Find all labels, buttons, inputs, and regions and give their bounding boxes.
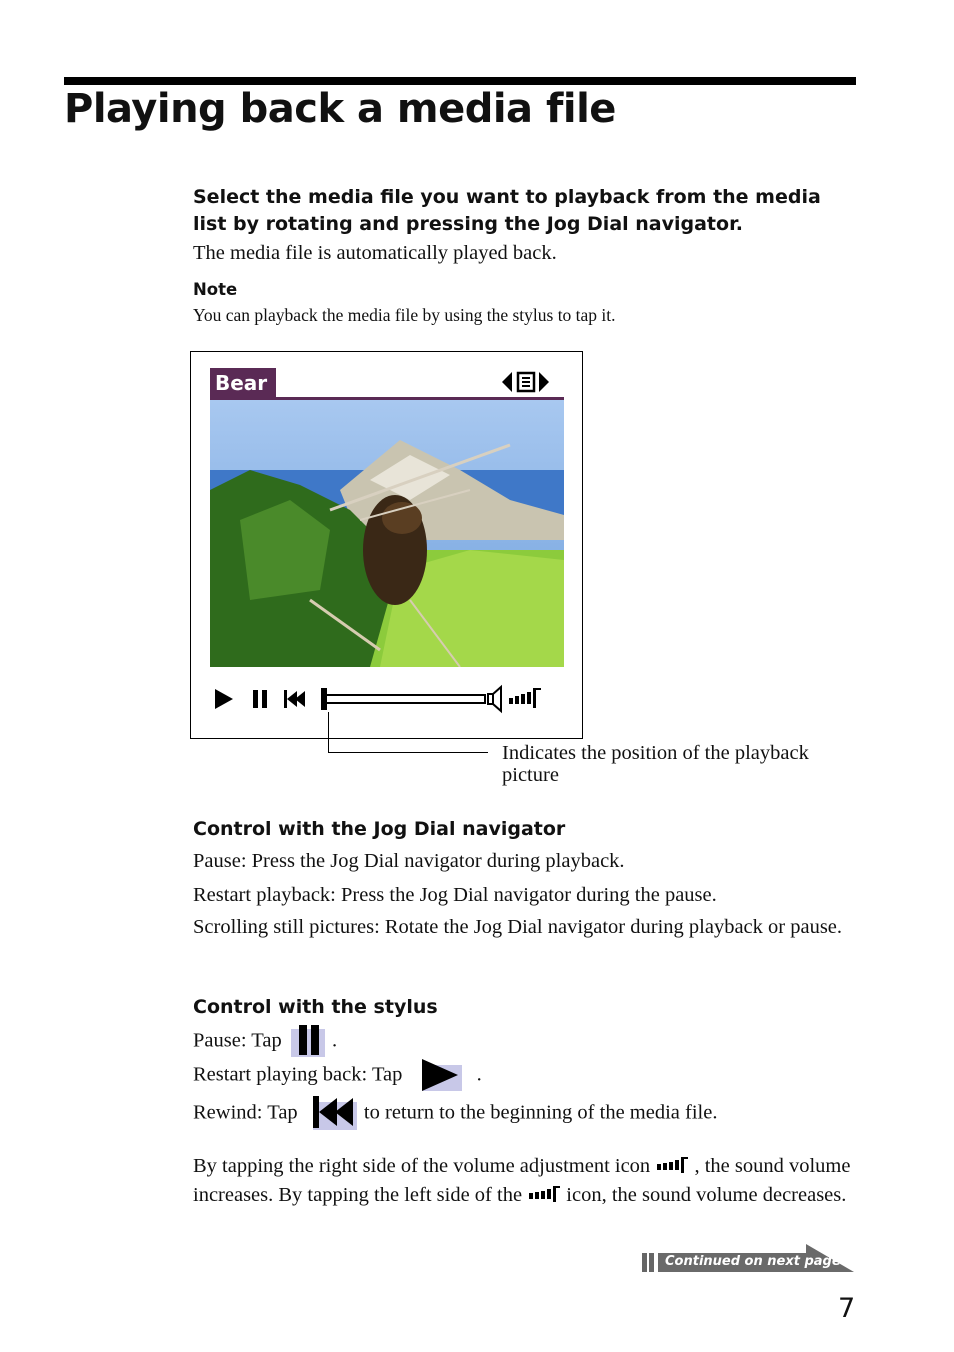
volume-bars-icon xyxy=(509,698,513,704)
page-title: Playing back a media file xyxy=(64,86,616,132)
rewind-button-icon[interactable] xyxy=(309,1092,359,1134)
callout-leader-vertical xyxy=(328,712,329,753)
note-heading: Note xyxy=(193,280,238,299)
jog-heading: Control with the Jog Dial navigator xyxy=(193,818,566,840)
callout-text: Indicates the position of the playback picture xyxy=(502,742,809,786)
stylus-pause-prefix: Pause: Tap xyxy=(193,1029,282,1052)
jog-line-restart: Restart playback: Press the Jog Dial navigator during the pause. xyxy=(193,884,717,906)
title-rule xyxy=(64,77,856,85)
stylus-rewind-line xyxy=(193,1092,717,1132)
play-button-icon[interactable] xyxy=(416,1055,472,1095)
stylus-restart-line xyxy=(193,1055,482,1095)
stylus-pause-suffix: . xyxy=(331,1029,338,1052)
volume-text-1: By tapping the right side of the volume adjustment icon xyxy=(193,1155,651,1177)
jog-line-pause: Pause: Press the Jog Dial navigator during playback. xyxy=(193,850,625,872)
nav-icons[interactable] xyxy=(499,368,559,396)
callout-leader-horizontal xyxy=(328,752,488,753)
right-arrow-icon xyxy=(539,372,549,392)
volume-icon[interactable] xyxy=(655,1156,689,1174)
continued-label: Continued on next page xyxy=(665,1254,841,1269)
play-icon xyxy=(215,689,233,709)
media-title: Bear xyxy=(210,368,276,398)
jog-line-scroll: Scrolling still pictures: Rotate the Jog Dial navigator during playback or pause. xyxy=(193,916,843,938)
continued-banner xyxy=(640,1244,856,1274)
position-track xyxy=(323,695,485,703)
left-arrow-icon xyxy=(502,372,512,392)
stylus-rewind-prefix: Rewind: Tap xyxy=(193,1101,298,1124)
stylus-heading: Control with the stylus xyxy=(193,996,438,1018)
stylus-rewind-suffix: to return to the beginning of the media file. xyxy=(363,1101,718,1124)
volume-paragraph xyxy=(193,1152,855,1210)
stylus-restart-prefix: Restart playing back: Tap xyxy=(193,1063,403,1086)
note-text: You can playback the media file by using the stylus to tap it. xyxy=(193,305,616,325)
volume-text-3: icon, the sound volume decreases. xyxy=(566,1184,847,1206)
step-heading: Select the media file you want to playback from the media list by rotating and pressing the Jog Dial navigator. xyxy=(193,186,821,235)
volume-text-2: , the sound volume increases. By tapping the left side of the xyxy=(193,1155,851,1206)
position-slider xyxy=(321,688,327,710)
pause-icon xyxy=(253,690,258,708)
page-number: 7 xyxy=(838,1293,856,1324)
step-result: The media file is automatically played back. xyxy=(193,242,557,264)
media-player-screenshot xyxy=(190,351,583,739)
bear-photo xyxy=(210,400,564,667)
playback-controls xyxy=(213,684,565,714)
volume-icon-inline[interactable] xyxy=(527,1185,561,1203)
stylus-restart-suffix: . xyxy=(476,1063,482,1086)
rewind-icon xyxy=(284,690,287,708)
